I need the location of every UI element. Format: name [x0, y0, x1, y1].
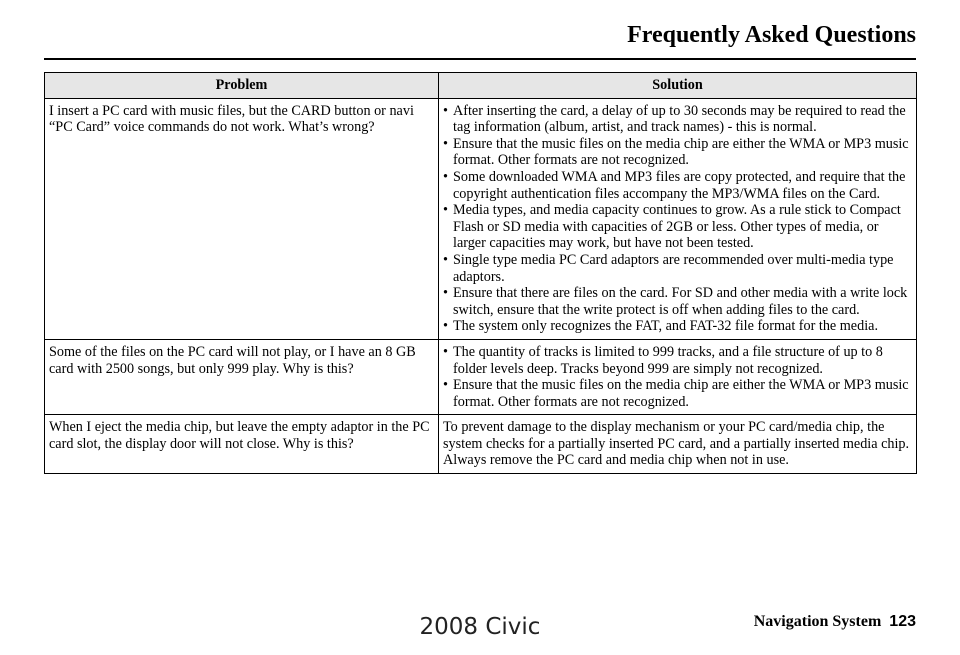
list-item	[443, 344, 912, 377]
list-item	[443, 169, 912, 202]
bullet-icon: •	[443, 343, 448, 360]
list-item-text: The quantity of tracks is limited to 999 tracks, and a file structure of up to 8 folder levels deep. Tracks beyond 999 are simply not recognized.	[453, 343, 883, 377]
list-item	[443, 377, 912, 410]
bullet-icon: •	[443, 168, 448, 185]
problem-cell: When I eject the media chip, but leave the empty adaptor in the PC card slot, the display door will not close. Why is this?	[45, 415, 439, 474]
page-title: Frequently Asked Questions	[627, 22, 916, 48]
bullet-icon: •	[443, 285, 448, 302]
list-item-text: Ensure that there are files on the card. For SD and other media with a write lock switch, ensure that the write protect is off when adding files to the card.	[453, 285, 908, 318]
bullet-icon: •	[443, 251, 448, 268]
bullet-icon: •	[443, 102, 448, 119]
footer-section-label: Navigation System	[753, 613, 882, 630]
list-item-text: Some downloaded WMA and MP3 files are copy protected, and require that the copyright authentication files accompany the MP3/WMA files on the Card.	[453, 168, 906, 202]
title-divider	[44, 58, 916, 60]
list-item	[443, 252, 912, 285]
faq-table	[44, 72, 917, 474]
watermark: 2008 Civic	[419, 614, 541, 640]
list-item	[443, 202, 912, 252]
table-row	[45, 98, 917, 339]
bullet-icon: •	[443, 318, 448, 335]
problem-cell: I insert a PC card with music files, but the CARD button or navi “PC Card” voice commands do not work. What’s wrong?	[45, 98, 439, 339]
solution-cell: To prevent damage to the display mechanism or your PC card/media chip, the system checks for a partially inserted PC card, and a partially inserted media chip. Always remove the PC card and media chip when not in use.	[439, 415, 917, 474]
list-item-text: Single type media PC Card adaptors are recommended over multi-media type adaptors.	[453, 251, 894, 285]
column-header-solution: Solution	[439, 73, 917, 99]
column-header-problem: Problem	[45, 73, 439, 99]
solution-cell	[439, 98, 917, 339]
list-item	[443, 318, 912, 335]
list-item	[443, 285, 912, 318]
table-row	[45, 339, 917, 414]
solution-list	[443, 103, 912, 335]
bullet-icon: •	[443, 135, 448, 152]
problem-cell: Some of the files on the PC card will not play, or I have an 8 GB card with 2500 songs, but only 999 play. Why is this?	[45, 339, 439, 414]
table-header-row	[45, 73, 917, 99]
solution-list	[443, 344, 912, 410]
list-item	[443, 103, 912, 136]
list-item	[443, 136, 912, 169]
bullet-icon: •	[443, 377, 448, 394]
list-item-text: Media types, and media capacity continues to grow. As a rule stick to Compact Flash or SD media with capacities of 2GB or less. Other types of media, or larger capacities may work, but have not been tested.	[453, 202, 901, 252]
bullet-icon: •	[443, 202, 448, 219]
list-item-text: Ensure that the music files on the media chip are either the WMA or MP3 music format. Other formats are not recognized.	[453, 135, 909, 169]
solution-cell	[439, 339, 917, 414]
table-row	[45, 415, 917, 474]
list-item-text: Ensure that the music files on the media chip are either the WMA or MP3 music format. Other formats are not recognized.	[453, 377, 909, 410]
list-item-text: The system only recognizes the FAT, and FAT-32 file format for the media.	[453, 318, 878, 335]
page-number: 123	[889, 613, 916, 630]
list-item-text: After inserting the card, a delay of up to 30 seconds may be required to read the tag information (album, artist, and track names) - this is normal.	[453, 102, 906, 136]
